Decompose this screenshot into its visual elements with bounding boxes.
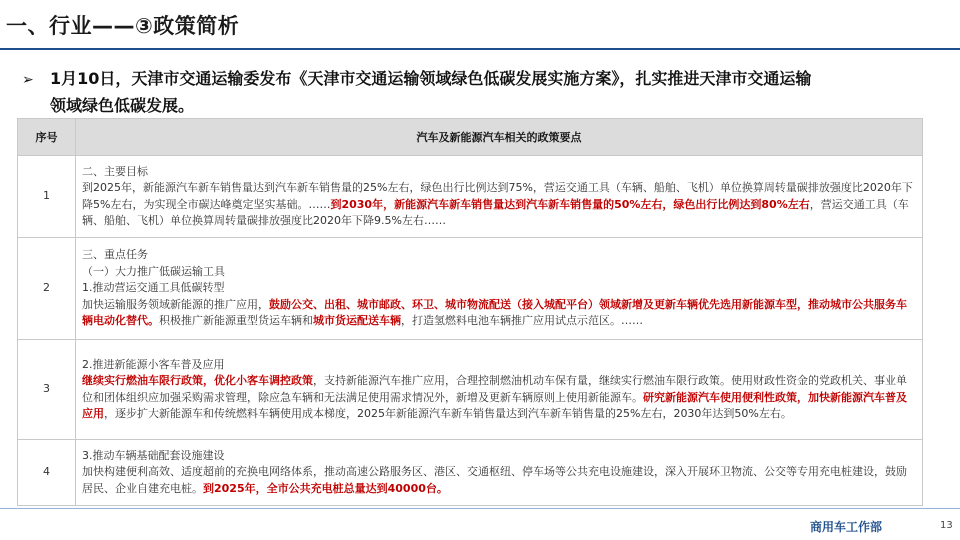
header-content: 汽车及新能源汽车相关的政策要点	[76, 119, 923, 156]
table-row	[18, 156, 923, 238]
text-run: 加快构建便利高效、适度超前的充换电网络体系，推动高速公路服务区、港区、交通枢纽、停车场等公共充电设施建设，深入开展环卫物流、公交等专用充电桩建设，鼓励居民、企业自建充电桩。	[82, 465, 907, 495]
text-run: 积极推广新能源重型货运车辆和	[159, 314, 313, 328]
content-line: 3.推动车辆基础配套设施建设	[82, 448, 225, 462]
highlight-text: 研究新能源汽车使用便利性政策，加快新能源汽车普及应用	[82, 390, 907, 420]
row-number: 4	[18, 440, 76, 506]
content-paragraph	[82, 373, 916, 423]
row-content	[76, 156, 923, 238]
text-run: ，打造氢燃料电池车辆推广应用试点示范区。……	[401, 314, 643, 328]
page-number: 13	[940, 520, 953, 531]
header-num: 序号	[18, 119, 76, 156]
row-content	[76, 440, 923, 506]
policy-table	[17, 118, 923, 506]
footer-divider	[0, 508, 960, 509]
row-content	[76, 238, 923, 340]
text-run: 加快运输服务领域新能源的推广应用，	[82, 297, 269, 311]
content-line: （一）大力推广低碳运输工具	[82, 264, 225, 278]
headline-line2: 领域绿色低碳发展。	[50, 96, 195, 115]
highlight-text: 继续实行燃油车限行政策，优化小客车调控政策	[82, 374, 313, 387]
text-run: 到2025年，新能源汽车新车销售量达到汽车新车销售量的25%左右，绿色出行比例达到75%，营运交通工具（车辆、船舶、飞机）单位换算周转量碳排放强度比2020年下降5%左右，为实现全市碳达峰奠定坚实基础。……	[82, 181, 913, 211]
text-run: ，营运交通工具（车辆、船舶、飞机）单位换算周转量碳排放强度比2020年下降9.5%左右……	[82, 197, 909, 227]
content-line: 1.推动营运交通工具低碳转型	[82, 281, 225, 295]
text-run: ，逐步扩大新能源车和传统燃料车辆使用成本梯度，2025年新能源汽车新车销售量达到汽车新车销售量的25%左右，2030年达到50%左右。	[104, 407, 792, 420]
headline	[22, 66, 942, 119]
content-paragraph	[82, 180, 916, 230]
table-row	[18, 340, 923, 440]
bullet-arrow-icon: ➢	[22, 72, 34, 88]
slide-title: 一、行业——③政策简析	[6, 14, 240, 38]
highlight-text: 到2025年，全市公共充电桩总量达到40000台。	[203, 481, 448, 495]
row-number: 2	[18, 238, 76, 340]
row-content	[76, 340, 923, 440]
department-label: 商用车工作部	[810, 520, 883, 534]
headline-line1: 1月10日，天津市交通运输委发布《天津市交通运输领域绿色低碳发展实施方案》，扎实推进天津市交通运输	[50, 69, 812, 88]
content-line: 二、主要目标	[82, 164, 148, 178]
content-paragraph	[82, 297, 916, 330]
title-divider	[0, 48, 960, 50]
row-number: 1	[18, 156, 76, 238]
content-paragraph	[82, 464, 916, 497]
table-row	[18, 238, 923, 340]
row-number: 3	[18, 340, 76, 440]
text-run: ，支持新能源汽车推广应用，合理控制燃油机动车保有量，继续实行燃油车限行政策。使用财政性资金的党政机关、事业单位和团体组织应加强采购需求管理，除应急车辆和无法满足使用需求情况外，新增及更新车辆原则上使用新能源车。	[82, 374, 907, 404]
highlight-text: 到2030年，新能源汽车新车销售量达到汽车新车销售量的50%左右，绿色出行比例达到80%左右	[330, 197, 810, 211]
content-line: 2.推进新能源小客车普及应用	[82, 357, 225, 371]
table-row	[18, 440, 923, 506]
highlight-text: 城市货运配送车辆	[313, 314, 401, 328]
table-header-row	[18, 119, 923, 156]
content-line: 三、重点任务	[82, 248, 148, 262]
highlight-text: 鼓励公交、出租、城市邮政、环卫、城市物流配送（接入城配平台）领域新增及更新车辆优先选用新能源车型，推动城市公共服务车辆电动化替代。	[82, 297, 907, 328]
